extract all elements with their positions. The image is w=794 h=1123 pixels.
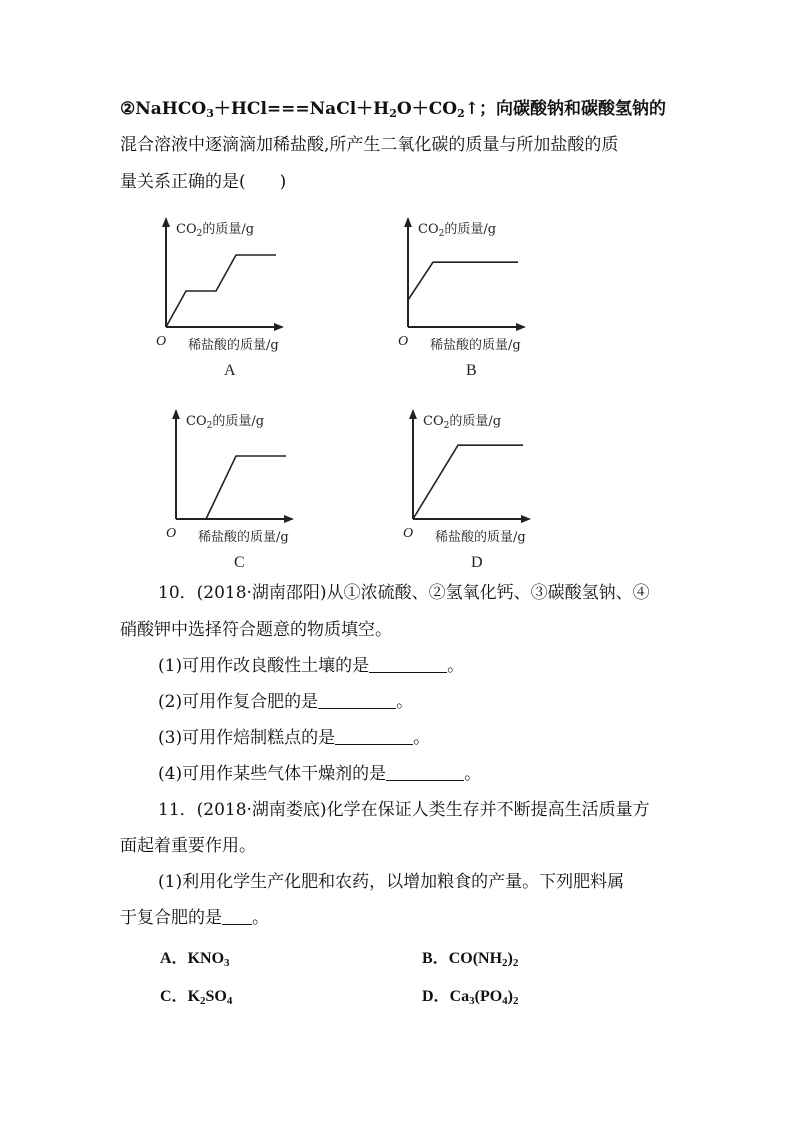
series-line: [413, 445, 523, 519]
graph-svg: [160, 397, 320, 572]
origin-label: O: [403, 526, 414, 541]
q11-line4: 于复合肥的是 。: [120, 908, 269, 928]
option-c[interactable]: C．$K_2SO_4$: [160, 988, 233, 1007]
option-a[interactable]: A．$KNO_3$: [160, 950, 230, 969]
option-d[interactable]: D．$Ca_3(PO_4)_2$: [422, 988, 519, 1007]
q10-line2: 硝酸钾中选择符合题意的物质填空。: [120, 620, 392, 640]
graph-letter: D: [471, 554, 483, 571]
origin-label: O: [156, 334, 167, 349]
y-axis-label: $CO_2$的质量/g: [186, 414, 265, 431]
x-axis-arrow: [284, 515, 294, 523]
y-axis-arrow: [162, 217, 170, 227]
series-line: [176, 456, 286, 519]
series-line: [408, 262, 518, 327]
y-axis-arrow: [409, 409, 417, 419]
graph-letter: A: [224, 362, 236, 379]
answer-blank[interactable]: [369, 656, 447, 673]
x-axis-label: 稀盐酸的质量/g: [188, 338, 279, 353]
x-axis-arrow: [521, 515, 531, 523]
q11-line1: 11．(2018·湖南娄底)化学在保证人类生存并不断提高生活质量方: [158, 800, 650, 820]
graph-d: [397, 397, 557, 576]
q10-item2: (2)可用作复合肥的是 。: [158, 692, 414, 712]
y-axis-label: $CO_2$的质量/g: [423, 414, 502, 431]
x-axis-arrow: [516, 323, 526, 331]
q10-item1: (1)可用作改良酸性土壤的是 。: [158, 656, 465, 676]
y-axis-label: $CO_2$的质量/g: [418, 222, 497, 239]
x-axis-arrow: [274, 323, 284, 331]
answer-blank[interactable]: [335, 728, 413, 745]
q9-line1: $②NaHCO_3+HCl===NaCl+H_2O+CO_2↑$；向碳酸钠和碳酸氢钠的: [120, 99, 666, 120]
graph-a: [150, 205, 310, 384]
graph-svg: [392, 205, 552, 380]
origin-label: O: [398, 334, 409, 349]
graph-c: [160, 397, 320, 576]
answer-blank[interactable]: [222, 908, 252, 925]
option-b[interactable]: B．$CO(NH_2)_2$: [422, 950, 519, 969]
graph-letter: B: [466, 362, 477, 379]
answer-blank[interactable]: [386, 764, 464, 781]
x-axis-label: 稀盐酸的质量/g: [430, 338, 521, 353]
q11-line3: (1)利用化学生产化肥和农药，以增加粮食的产量。下列肥料属: [158, 872, 625, 892]
answer-blank[interactable]: [318, 692, 396, 709]
graph-svg: [397, 397, 557, 572]
y-axis-label: $CO_2$的质量/g: [176, 222, 255, 239]
y-axis-arrow: [404, 217, 412, 227]
graph-letter: C: [234, 554, 245, 571]
series-line: [166, 255, 276, 327]
x-axis-label: 稀盐酸的质量/g: [435, 530, 526, 545]
graph-b: [392, 205, 552, 384]
q10-line1: 10．(2018·湖南邵阳)从①浓硫酸、②氢氧化钙、③碳酸氢钠、④: [158, 583, 650, 603]
q10-item4: (4)可用作某些气体干燥剂的是 。: [158, 764, 482, 784]
graph-svg: [150, 205, 310, 380]
y-axis-arrow: [172, 409, 180, 419]
q9-line3: 量关系正确的是( ): [120, 172, 287, 192]
q11-line2: 面起着重要作用。: [120, 836, 256, 856]
x-axis-label: 稀盐酸的质量/g: [198, 530, 289, 545]
q10-item3: (3)可用作焙制糕点的是 。: [158, 728, 431, 748]
q9-line2: 混合溶液中逐滴滴加稀盐酸,所产生二氧化碳的质量与所加盐酸的质: [120, 135, 619, 155]
origin-label: O: [166, 526, 177, 541]
